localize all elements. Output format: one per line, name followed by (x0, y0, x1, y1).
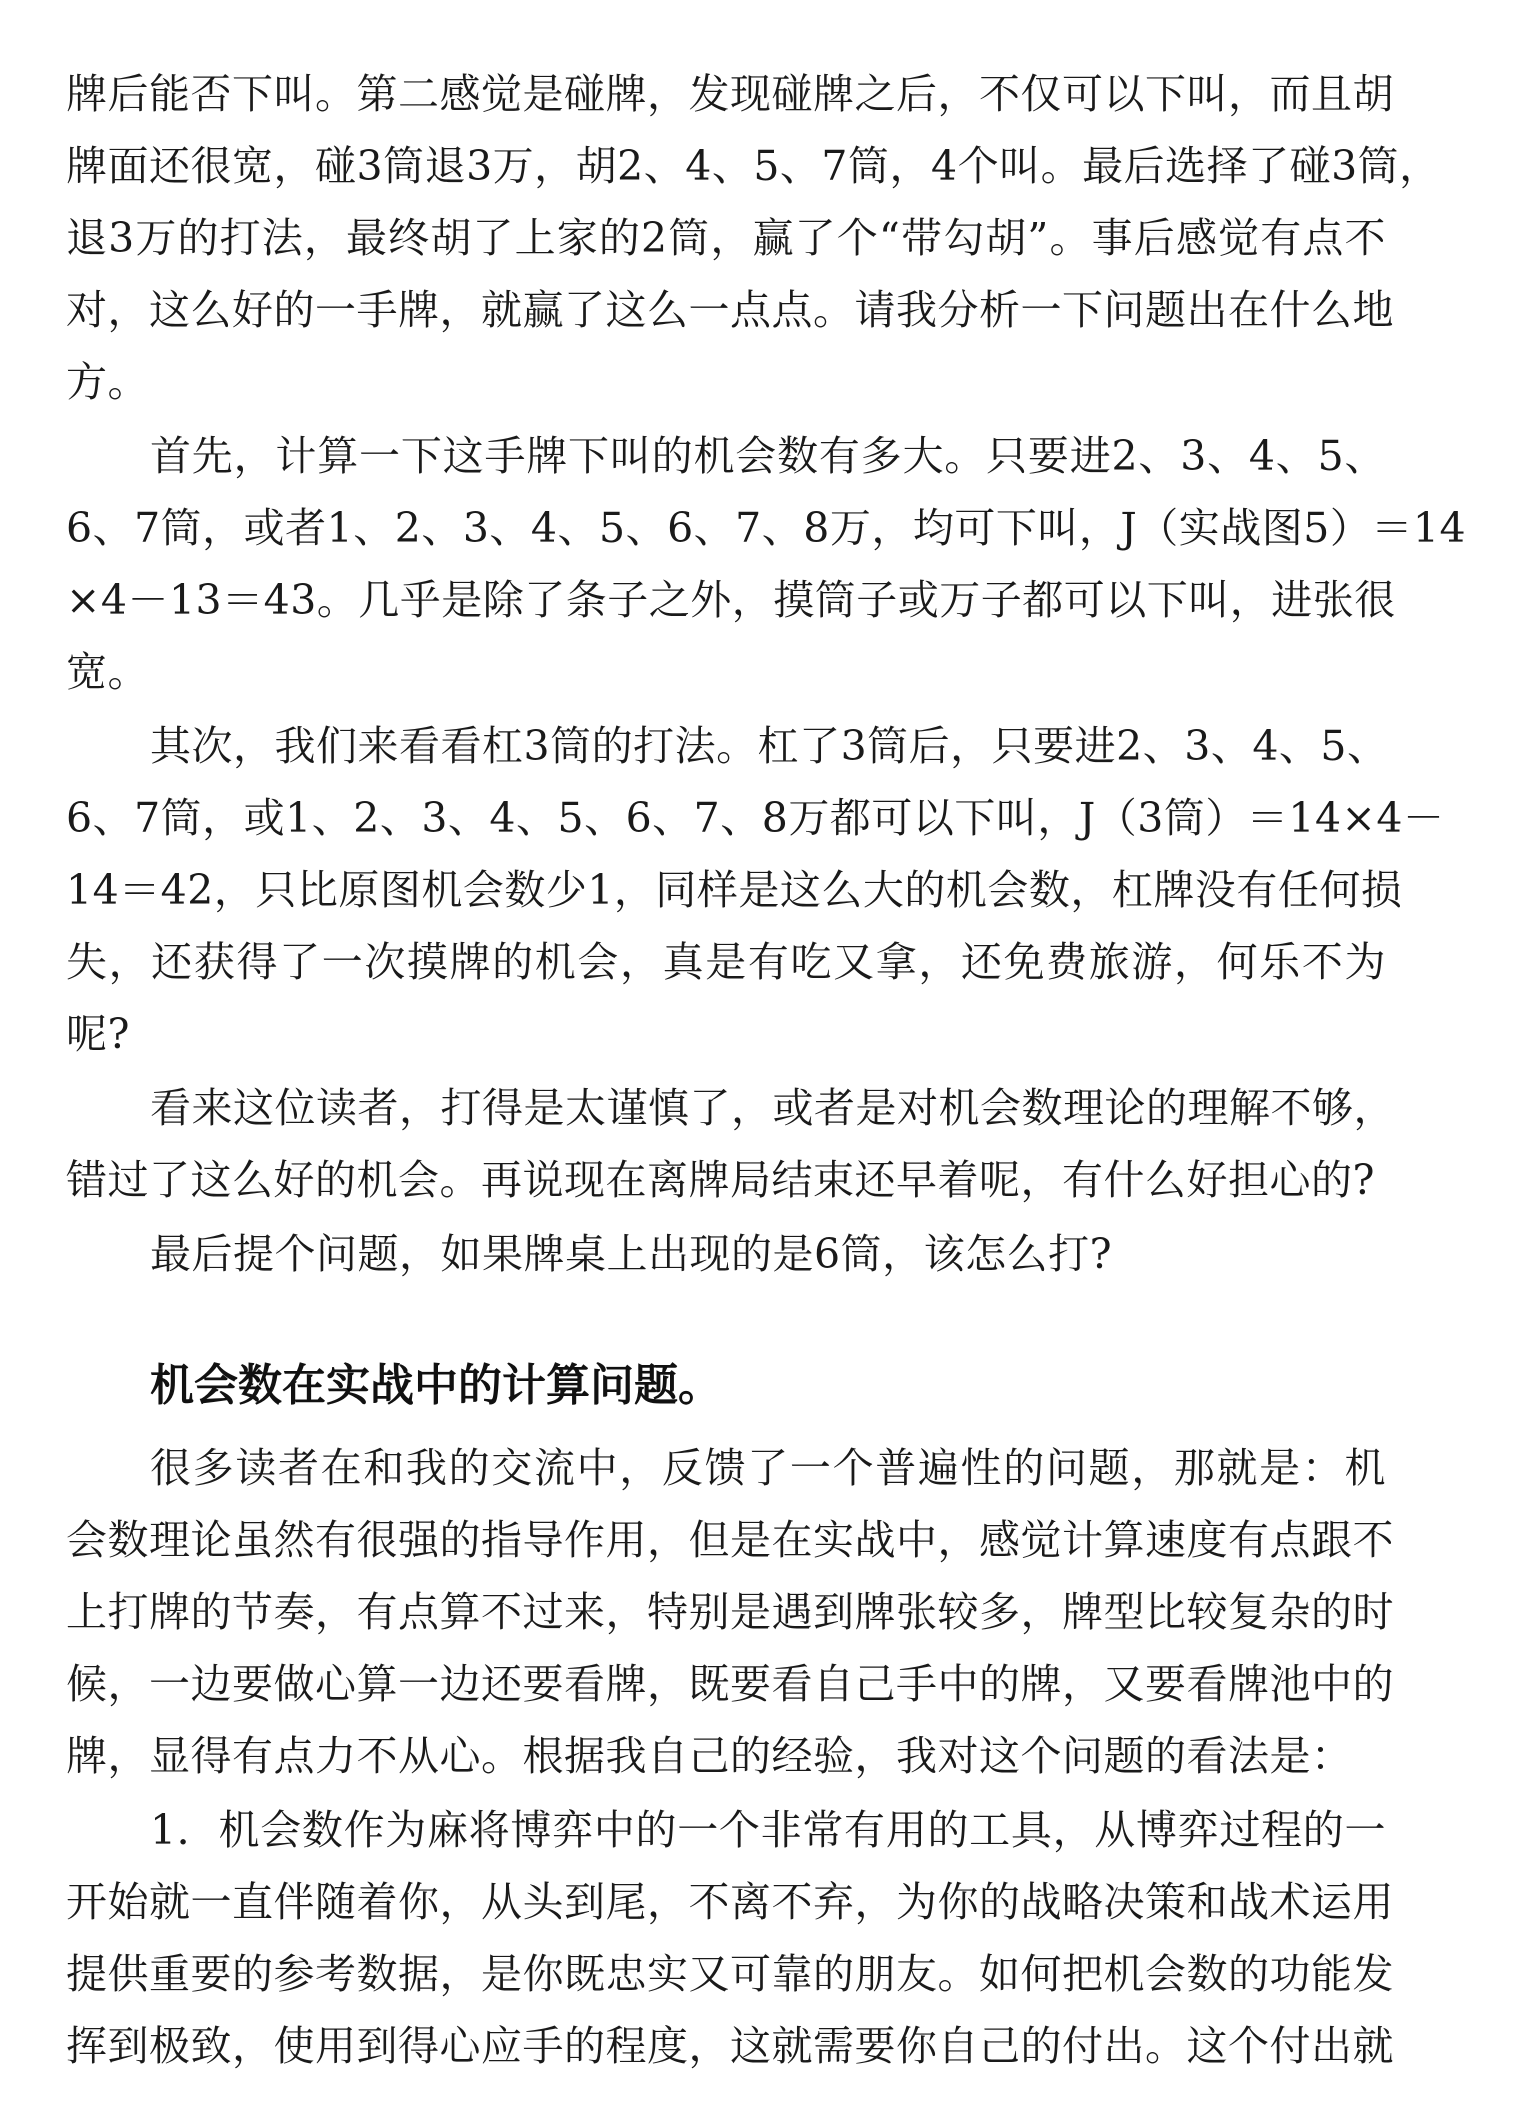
document-page (66, 58, 1467, 2082)
text-line: 失，还获得了一次摸牌的机会，真是有吃又拿，还免费旅游，何乐不为 (66, 938, 1386, 986)
text-line: 呢? (66, 1010, 130, 1058)
text-line: 牌，显得有点力不从心。根据我自己的经验，我对这个问题的看法是： (66, 1732, 1353, 1780)
text-line: 6、7筒，或1、2、3、4、5、6、7、8万都可以下叫，J（3筒）＝14×4－ (66, 794, 1445, 842)
text-line: 1．机会数作为麻将博弈中的一个非常有用的工具，从博弈过程的一 (150, 1806, 1386, 1854)
section-heading: 机会数在实战中的计算问题。 (150, 1360, 722, 1411)
text-line: 其次，我们来看看杠3筒的打法。杠了3筒后，只要进2、3、4、5、 (150, 722, 1389, 770)
paragraph-final-question (66, 1218, 1386, 1290)
paragraph-reader-caution (66, 1072, 1395, 1216)
text-line: 牌面还很宽，碰3筒退3万，胡2、4、5、7筒，4个叫。最后选择了碰3筒， (66, 142, 1441, 190)
text-line: 退3万的打法，最终胡了上家的2筒，赢了个“带勾胡”。事后感觉有点不 (66, 214, 1386, 262)
text-line: 挥到极致，使用到得心应手的程度，这就需要你自己的付出。这个付出就 (66, 2022, 1394, 2070)
text-line: 很多读者在和我的交流中，反馈了一个普遍性的问题，那就是：机 (150, 1444, 1386, 1492)
text-line: 6、7筒，或者1、2、3、4、5、6、7、8万，均可下叫，J（实战图5）＝14 (66, 504, 1467, 552)
text-line: 最后提个问题，如果牌桌上出现的是6筒，该怎么打? (150, 1230, 1113, 1278)
text-line: 候，一边要做心算一边还要看牌，既要看自己手中的牌，又要看牌池中的 (66, 1660, 1394, 1708)
text-line: 对，这么好的一手牌，就赢了这么一点点。请我分析一下问题出在什么地 (66, 286, 1394, 334)
paragraph-kong-analysis (66, 710, 1445, 1070)
text-line: 提供重要的参考数据，是你既忠实又可靠的朋友。如何把机会数的功能发 (66, 1950, 1394, 1998)
text-line: 会数理论虽然有很强的指导作用，但是在实战中，感觉计算速度有点跟不 (66, 1516, 1394, 1564)
paragraph-first-calc (66, 420, 1467, 708)
paragraph-continued (66, 58, 1441, 418)
paragraph-reader-feedback (66, 1432, 1394, 1792)
text-line: 牌后能否下叫。第二感觉是碰牌，发现碰牌之后，不仅可以下叫，而且胡 (66, 70, 1394, 118)
text-line: 宽。 (66, 648, 149, 696)
paragraph-point-1 (66, 1794, 1394, 2082)
text-line: 上打牌的节奏，有点算不过来，特别是遇到牌张较多，牌型比较复杂的时 (66, 1588, 1394, 1636)
text-line: 错过了这么好的机会。再说现在离牌局结束还早着呢，有什么好担心的? (66, 1156, 1375, 1204)
text-line: 方。 (66, 358, 149, 406)
text-line: ×4－13＝43。几乎是除了条子之外，摸筒子或万子都可以下叫，进张很 (66, 576, 1396, 624)
text-line: 开始就一直伴随着你，从头到尾，不离不弃，为你的战略决策和战术运用 (66, 1878, 1394, 1926)
text-line: 首先，计算一下这手牌下叫的机会数有多大。只要进2、3、4、5、 (150, 432, 1386, 480)
text-line: 看来这位读者，打得是太谨慎了，或者是对机会数理论的理解不够， (150, 1084, 1395, 1132)
text-line: 14＝42，只比原图机会数少1，同样是这么大的机会数，杠牌没有任何损 (66, 866, 1403, 914)
